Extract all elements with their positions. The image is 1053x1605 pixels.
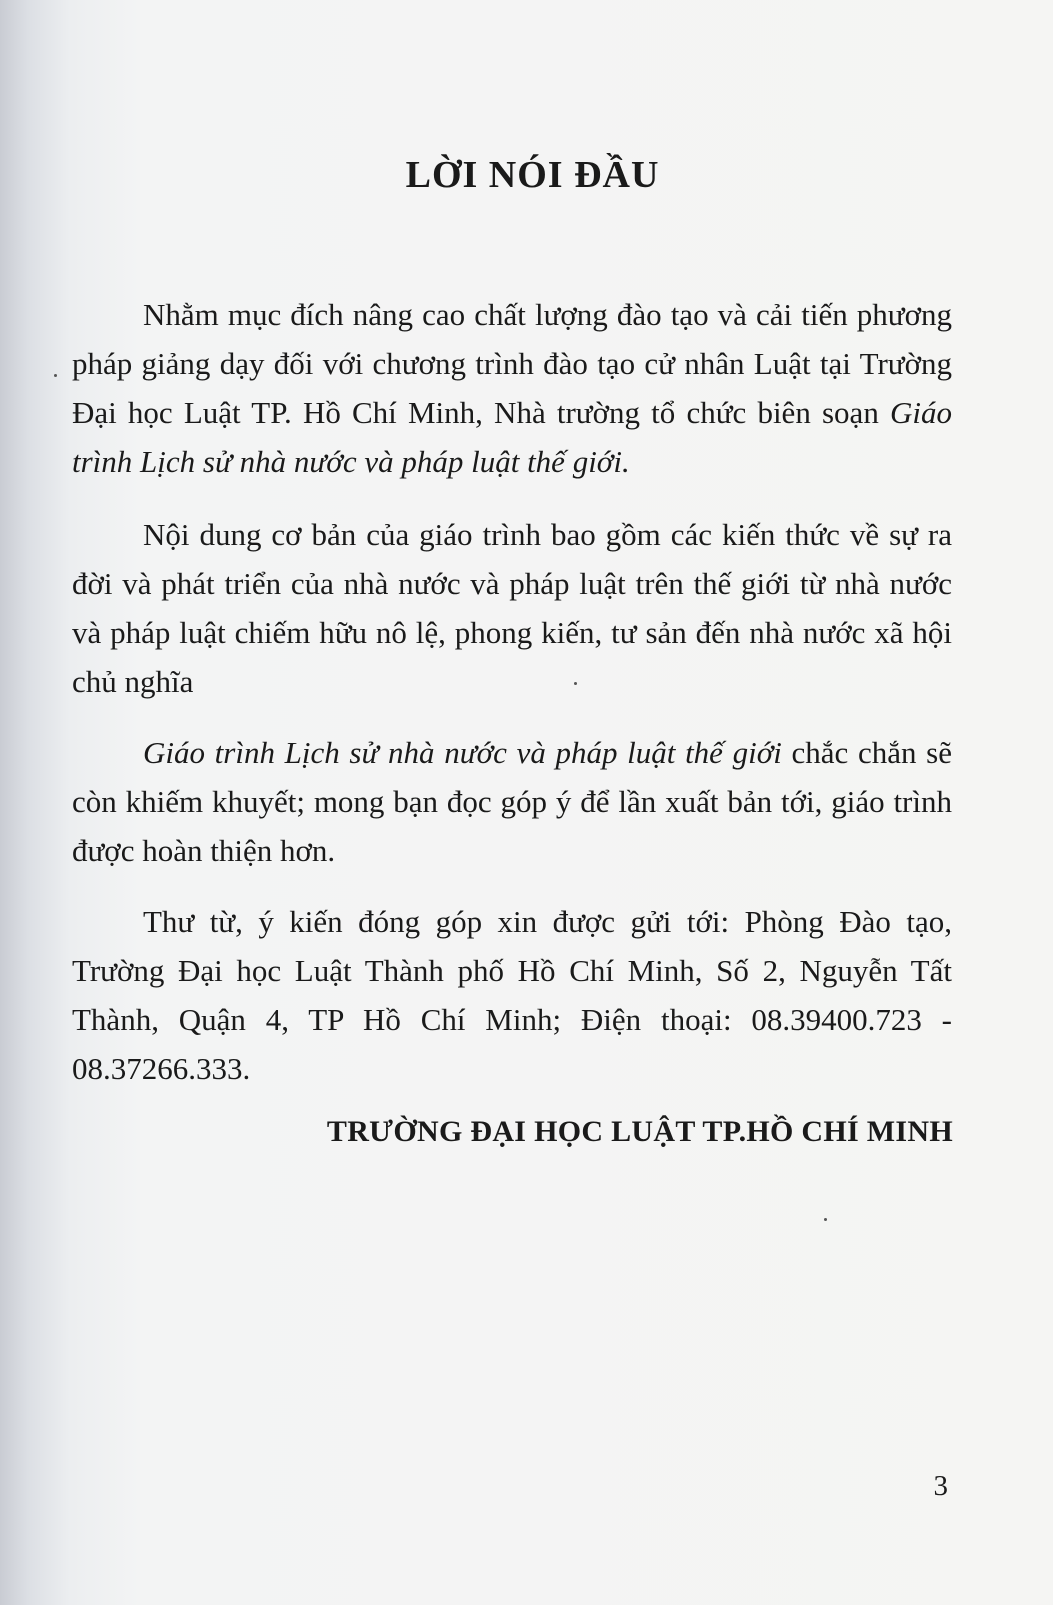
ink-speck — [574, 682, 577, 685]
ink-speck — [54, 374, 57, 377]
paragraph-intro — [72, 290, 952, 486]
book-title-italic: Giáo trình Lịch sử nhà nước và pháp luật thế giới. — [72, 395, 952, 479]
paragraph-contact: Thư từ, ý kiến đóng góp xin được gửi tới: Phòng Đào tạo, Trường Đại học Luật Thành phố Hồ Chí Minh, Số 2, Nguyễn Tất Thành, Quận 4, TP Hồ Chí Minh; Điện thoại: 08.39400.723 - 08.37266.333. — [72, 904, 952, 1086]
ink-speck — [824, 1218, 827, 1221]
book-title-italic-2: Giáo trình Lịch sử nhà nước và pháp luật thế giới — [143, 735, 782, 770]
paragraph-feedback-text: chắc chắn sẽ còn khiếm khuyết; mong bạn đọc góp ý để lần xuất bản tới, giáo trình được hoàn thiện hơn. — [72, 735, 952, 868]
page-number: 3 — [933, 1470, 948, 1502]
signature: TRƯỜNG ĐẠI HỌC LUẬT TP.HỒ CHÍ MINH — [326, 1115, 953, 1148]
paragraph-intro-text: Nhằm mục đích nâng cao chất lượng đào tạo và cải tiến phương pháp giảng dạy đối với chương trình đào tạo cử nhân Luật tại Trường Đại học Luật TP. Hồ Chí Minh, Nhà trường tổ chức biên soạn — [72, 297, 952, 430]
paragraph-feedback — [72, 728, 952, 875]
paragraph-content: Nội dung cơ bản của giáo trình bao gồm các kiến thức về sự ra đời và phát triển của nhà nước và pháp luật trên thế giới từ nhà nước và pháp luật chiếm hữu nô lệ, phong kiến, tư sản đến nhà nước xã hội chủ nghĩa — [72, 517, 952, 699]
page-title: LỜI NÓI ĐẦU — [405, 154, 660, 196]
